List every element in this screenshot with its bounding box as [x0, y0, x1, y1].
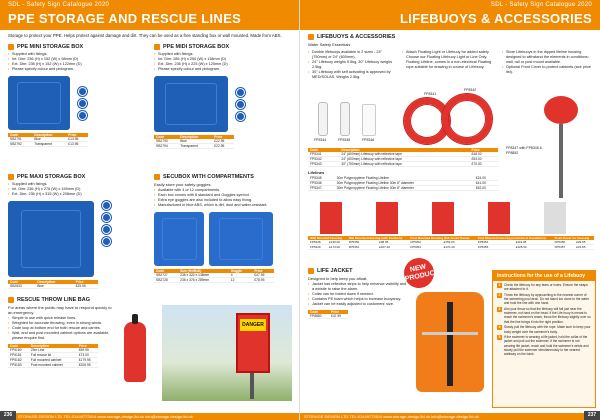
- throw-bag-section: [8, 297, 114, 368]
- page-number: 236: [0, 411, 16, 420]
- bullet: • Attach Floating Light or Lifebuoy for added safety. Choose our Floating Lifebuoy Light or Line Only. Floating Lifeline, comes in a non-electrical Floating rope suitable for drawing in course of Lifebuoy.: [402, 50, 498, 70]
- table-cell: £13.95: [66, 137, 88, 142]
- throw-bag-bullets: [8, 316, 114, 341]
- table-row: [8, 284, 98, 289]
- section-marker-icon: [154, 174, 160, 180]
- table-cell: £31.95: [574, 245, 594, 250]
- product-code-label: FP5345: [338, 138, 351, 142]
- product-code-label: FP8342: [464, 88, 477, 92]
- bullet: • Int. Dim: 285 (H) x 250 (W) x 118mm (D): [154, 57, 294, 62]
- table-header-cell: Code: [154, 135, 178, 139]
- table-cell: FP5343: [308, 162, 339, 167]
- mandatory-sign-icon: [78, 87, 87, 96]
- table-row: [308, 245, 594, 250]
- table-header-cell: Description: [32, 133, 66, 137]
- secubox-bullets: [154, 188, 294, 208]
- bullet: • Supplied with fixings.: [8, 182, 146, 187]
- bullet: • Supplied with fixings.: [8, 52, 146, 57]
- housing-price-table: [308, 236, 594, 250]
- housing-image: [376, 202, 398, 234]
- table-header-cell: Price: [252, 269, 274, 273]
- section-marker-icon: [8, 44, 14, 50]
- table-cell: £98.95: [377, 240, 408, 245]
- mini-box-section: [8, 44, 146, 147]
- post-image: [250, 373, 254, 399]
- bullet: • Extra eye goggles are also included to allow easy fixing.: [154, 198, 294, 203]
- bullet: • 24" Lifebuoy weighs 5.5kg, 30" Lifebuoy weighs 2.5kg.: [308, 60, 398, 70]
- table-header-cell: Description: [178, 135, 212, 139]
- bullet: • Ext. Dim: 236 (H) x 315 (W) x 208mm (D): [8, 192, 146, 197]
- table-header-cell: Code: [154, 269, 178, 273]
- mini-box-price-table: [8, 133, 88, 147]
- lifebuoys-bullets-3: [502, 50, 594, 80]
- right-page: [300, 0, 600, 420]
- table-cell: £25.95: [74, 284, 98, 289]
- table-cell: Blue: [178, 139, 212, 144]
- table-row: [154, 278, 274, 283]
- left-header-band: [0, 0, 299, 30]
- front-cover-image: [544, 202, 566, 234]
- table-cell: £13.95: [66, 142, 88, 147]
- table-row: [308, 186, 498, 191]
- section-marker-icon: [308, 34, 314, 40]
- bullet: • Ext. Dim: 236 (H) x 225 (W) x 125mm (D): [154, 62, 294, 67]
- table-header-cell: Front Cover for Housing: [553, 236, 594, 240]
- reflective-strip-image: [422, 332, 478, 335]
- table-cell: £22.95: [212, 144, 234, 149]
- instructions-panel: [492, 270, 596, 408]
- section-marker-icon: [308, 268, 314, 274]
- table-header-cell: Wall Mounted Housing: [308, 236, 347, 240]
- riverside-photo: [162, 305, 292, 401]
- table-cell: £119.95: [514, 240, 553, 245]
- lifeline-pack-image: [362, 104, 376, 136]
- table-cell: FP5345: [308, 176, 335, 181]
- table-cell: FP5183: [8, 363, 29, 368]
- buoy-light-image: [340, 102, 350, 136]
- table-cell: £107.20: [377, 245, 408, 250]
- mandatory-sign-icon: [102, 237, 111, 246]
- maxi-box-bullets: [8, 182, 146, 197]
- housing-image: [488, 202, 510, 234]
- bullet: • Please specify colour and pictogram.: [154, 67, 294, 72]
- left-footer: STORAGE DESIGN LTD TEL:01449772614 www.storage-design.ltd.uk info@storage-design.ltd.uk: [0, 413, 300, 420]
- table-cell: £41.00: [474, 181, 498, 186]
- table-cell: FP5347: [308, 186, 335, 191]
- instructions-heading: Instructions for the use of a Lifebuoy: [493, 271, 595, 281]
- table-cell: £179.95: [77, 358, 98, 363]
- table-header-cell: Code: [308, 310, 329, 314]
- lifebuoys-price-table: [308, 148, 498, 167]
- table-cell: £47.95: [252, 273, 274, 278]
- page-title: PPE STORAGE AND RESCUE LINES: [8, 11, 242, 26]
- table-cell: FP5342: [308, 157, 339, 162]
- table-cell: FP5180: [8, 348, 29, 353]
- life-jacket-section: [308, 268, 408, 319]
- table-header-cell: Code: [8, 280, 35, 284]
- table-cell: £70.00: [470, 162, 498, 167]
- table-cell: £78.95: [252, 278, 274, 283]
- table-cell: £73.00: [77, 353, 98, 358]
- new-product-badge: NEW PRODUCT: [401, 255, 437, 291]
- midi-box-heading: PPE MIDI STORAGE BOX: [163, 44, 230, 50]
- lifebuoys-heading: LIFEBUOYS & ACCESSORIES: [317, 34, 396, 40]
- throw-bag-price-table: [8, 344, 98, 368]
- table-header-cell: Post Mounted Housing (full mount frame): [408, 236, 475, 240]
- lifelines-label: Lifelines: [308, 170, 325, 175]
- table-header-cell: Price: [77, 344, 98, 348]
- table-row: [8, 363, 98, 368]
- table-cell: Blue: [32, 137, 66, 142]
- table-cell: FP5357: [553, 245, 575, 250]
- housing-image: [432, 202, 454, 234]
- table-cell: £48.00: [470, 152, 498, 157]
- buoy-light-image: [318, 102, 328, 136]
- mandatory-sign-icon: [236, 112, 245, 121]
- mandatory-sign-icon: [102, 225, 111, 234]
- page-number: 237: [584, 411, 600, 420]
- table-row: [154, 144, 234, 149]
- table-cell: FP5352: [408, 240, 441, 245]
- table-cell: 24" (600mm) Lifebuoy with reflective tape: [339, 157, 469, 162]
- bullet: • Ext. Dim: 236 (H) x 152 (W) x 122mm (D): [8, 62, 146, 67]
- bullet: • Code loop at bottom end for both rescue and carries.: [8, 326, 114, 331]
- table-header-cell: Price: [212, 135, 234, 139]
- mini-box-heading: PPE MINI STORAGE BOX: [17, 44, 84, 50]
- table-header-cell: Price: [74, 280, 98, 284]
- table-header-cell: Post Mounted Housing (concrete in foundation): [476, 236, 553, 240]
- section-marker-icon: [8, 297, 14, 303]
- table-cell: FP5349: [308, 245, 327, 250]
- table-cell: £159.00: [442, 240, 476, 245]
- table-cell: FP5341: [308, 152, 339, 157]
- table-cell: 30" (750mm) Lifebuoy with reflective tape: [339, 162, 469, 167]
- table-cell: £170.40: [442, 245, 476, 250]
- instruction-step: 2 Throw the lifebuoy by approaching to the nearest corner of the swimming pool deck. Do not stand too close to the water and hold the line with one hand.: [498, 292, 590, 306]
- table-cell: FP8880: [308, 314, 329, 319]
- catalogue-label: SDL - Safety Sign Catalogue 2020: [8, 2, 110, 8]
- table-cell: SB2833: [8, 284, 35, 289]
- catalogue-label: SDL - Safety Sign Catalogue 2020: [490, 2, 592, 8]
- housing-image: [320, 202, 342, 234]
- table-cell: 236 x 376 x 289mm: [178, 278, 229, 283]
- table-row: [308, 314, 348, 319]
- table-header-cell: Price: [470, 148, 498, 152]
- life-jacket-subtitle: Designed to help keep you afloat.: [308, 276, 368, 281]
- mandatory-sign-icon: [102, 213, 111, 222]
- life-jacket-bullets: [308, 282, 408, 307]
- product-code-label: FP8347 with FP8345 & FP8852: [506, 146, 542, 155]
- maxi-storage-box-image: [8, 201, 94, 277]
- bullet: • Int. Dim: 236 (H) x 152 (W) x 98mm (D): [8, 57, 146, 62]
- mandatory-sign-icon: [236, 88, 245, 97]
- table-cell: £22.95: [212, 139, 234, 144]
- table-cell: FP5350: [347, 240, 377, 245]
- table-cell: FP5348: [308, 240, 327, 245]
- lifelines-price-table: [308, 176, 498, 191]
- table-cell: Transparent: [32, 142, 66, 147]
- table-cell: SB2728: [154, 278, 178, 283]
- table-cell: 30m Polypropylene Floating Lifeline 30m 8" diameter: [335, 181, 474, 186]
- instruction-step: 5 If the swimmer is wearing a life jacket, hold the collar of the jacket and pull out the swimmer. If the swimmer is not wearing life jacket, reach and hold the swimmer's wrists and slowly pull the swimmer simultaneously to the nearest walkway on the bank.: [498, 335, 589, 357]
- secubox-large-image: [209, 212, 273, 266]
- secubox-small-image: [154, 212, 204, 266]
- table-cell: SB2792: [8, 142, 32, 147]
- table-header-cell: Rail Mounted Housing (with brackets): [347, 236, 409, 240]
- midi-box-section: [154, 44, 294, 149]
- secubox-subtitle: Easily store your safety goggles.: [154, 182, 212, 187]
- bullet: • Supplied with fixings.: [154, 52, 294, 57]
- bullet: • Available with 4 or 12 compartments.: [154, 188, 294, 193]
- table-cell: 30m Polypropylene Floating Lifeline 30m 8" diameter: [335, 186, 474, 191]
- bullet: • Optional Front Cover to protect cabinets (see price list).: [502, 65, 594, 75]
- throw-bag-image: [124, 322, 146, 382]
- midi-box-price-table: [154, 135, 234, 149]
- instruction-step: 1 Check the lifebuoy for any tears or holes. Ensure the straps are attached to it.: [498, 283, 588, 292]
- table-cell: 24" (600mm) Lifebuoy with reflective tape: [339, 152, 469, 157]
- midi-storage-box-image: [154, 76, 228, 132]
- instruction-step: 3 Aim your throw so that the lifebuoy will fall just near the swimmer, not hard on the head. If the Life buoy is meant to reach the swimmer's reach, throw the lifebuoy slightly over so that the line brings it into the right position.: [498, 306, 591, 324]
- danger-sign: DANGER: [240, 319, 266, 331]
- bullet: • Contains PE foam which helps to increase buoyancy.: [308, 297, 408, 302]
- right-header-band: [300, 0, 600, 30]
- bullet: • Double lifebuoys available in 2 sizes - 24" (750mm) or 24" (600mm).: [308, 50, 398, 60]
- maxi-box-heading: PPE MAXI STORAGE BOX: [17, 174, 86, 180]
- table-cell: £52.00: [474, 186, 498, 191]
- table-cell: FP5182: [8, 358, 29, 363]
- table-header-cell: Code: [308, 148, 339, 152]
- throw-bag-handle-image: [132, 314, 138, 324]
- table-cell: £47.95: [329, 314, 348, 319]
- product-code-label: FP5344: [314, 138, 327, 142]
- secubox-price-table: [154, 269, 274, 283]
- table-cell: FP5354: [476, 240, 514, 245]
- mandatory-sign-icon: [78, 99, 87, 108]
- table-header-cell: Goggle: [229, 269, 253, 273]
- table-cell: FP5353: [408, 245, 441, 250]
- table-cell: FP5355: [476, 245, 514, 250]
- section-marker-icon: [154, 44, 160, 50]
- mini-box-bullets: [8, 52, 146, 72]
- table-cell: £139.00: [327, 240, 347, 245]
- bullet: • Wall, and and post mounted cabinet options are available, please enquire first.: [8, 331, 114, 341]
- right-footer: STORAGE DESIGN LTD TEL:01449772614 www.storage-design.ltd.uk info@storage-design.ltd.uk: [300, 413, 600, 420]
- instruction-step: 4 Slowly pull the lifebuoy with the rope. Make sure to keep your body weight over the swimmer's body.: [498, 325, 591, 334]
- table-cell: 30m Polypropylene Floating Lifeline: [335, 176, 474, 181]
- lifebuoys-bullets-2: [402, 50, 498, 80]
- jacket-zip-image: [447, 302, 453, 386]
- throw-bag-heading: RESCUE THROW LINE BAG: [17, 297, 91, 303]
- table-cell: FP5181: [8, 353, 29, 358]
- table-header-cell: Price: [66, 133, 88, 137]
- table-header-cell: Description: [35, 280, 73, 284]
- mandatory-sign-icon: [102, 201, 111, 210]
- bullet: • Please specify colour and pictogram.: [8, 67, 146, 72]
- table-cell: £24.00: [474, 176, 498, 181]
- life-jacket-heading: LIFE JACKET: [317, 268, 353, 274]
- table-header-cell: Code: [8, 344, 29, 348]
- life-jacket-price-table: [308, 310, 348, 319]
- table-cell: SB2793: [154, 139, 178, 144]
- table-cell: SB2791: [8, 137, 32, 142]
- bullet: • Weighted for accurate throwing, even in strong winds.: [8, 321, 114, 326]
- bullet: • Simple to use with quick release lines.: [8, 316, 114, 321]
- table-cell: FP5356: [553, 240, 575, 245]
- table-cell: £174.00: [327, 245, 347, 250]
- page-title: LIFEBUOYS & ACCESSORIES: [399, 11, 592, 26]
- lifebuoys-section: [308, 34, 594, 80]
- lifebuoys-bullets-1: [308, 50, 398, 80]
- secubox-heading: SECUBOX WITH COMPARTMENTS: [163, 174, 254, 180]
- throw-bag-subtitle: For areas where the public may have to respond quickly to an emergency.: [8, 305, 112, 315]
- ring-on-stand-image: [544, 96, 578, 124]
- table-cell: £29.95: [574, 240, 594, 245]
- table-header-cell: Size (HxWxD): [178, 269, 229, 273]
- table-cell: 4: [229, 273, 253, 278]
- midi-box-bullets: [154, 52, 294, 72]
- life-jacket-image: [416, 292, 484, 392]
- table-header-cell: Code: [8, 133, 32, 137]
- bullet: • Store Lifebuoys in the dipped lifeline housing designed to withstand the elements in conditions: wall, rail or post mount available.: [502, 50, 594, 65]
- section-marker-icon: [8, 174, 14, 180]
- table-cell: £128.50: [514, 245, 553, 250]
- table-cell: 25m Line: [29, 348, 77, 353]
- bullet: • Manufactured in blue ABS, which is dirt, dust and water-resistant.: [154, 203, 294, 208]
- product-code-label: FP8341: [424, 92, 437, 96]
- stand-post-image: [559, 124, 563, 198]
- secubox-section: [154, 174, 294, 283]
- mandatory-sign-icon: [236, 100, 245, 109]
- table-cell: Blue: [35, 284, 73, 289]
- bullet: • Each box comes with 8 standard and Goggles symbol.: [154, 193, 294, 198]
- table-cell: FP5351: [347, 245, 377, 250]
- table-row: [308, 162, 498, 167]
- bullet: • Jacket can be easily adjusted to customers' size.: [308, 302, 408, 307]
- bullet: • Int. Dim: 236 (H) x 276 (W) x 159mm (D): [8, 187, 146, 192]
- table-cell: SB2727: [154, 273, 178, 278]
- bullet: • Collar can be folded down if needed.: [308, 292, 408, 297]
- table-cell: £59.95: [77, 348, 98, 353]
- mini-storage-box-image: [8, 76, 70, 130]
- maxi-box-price-table: [8, 280, 98, 289]
- table-cell: Full rescue kit: [29, 353, 77, 358]
- table-cell: £53.00: [470, 157, 498, 162]
- maxi-box-section: [8, 174, 146, 289]
- table-cell: FP5346: [308, 181, 335, 186]
- bullet: • Jacket has reflective strips to help enhance visibility and a whistle to raise the alarm.: [308, 282, 408, 292]
- table-cell: Transparent: [178, 144, 212, 149]
- table-header-cell: Description: [339, 148, 469, 152]
- table-row: [8, 142, 88, 147]
- table-cell: 12: [229, 278, 253, 283]
- bullet: • 30" Lifebuoy with self activating is approved by MED/SOLAS. Weighs 2.5kg.: [308, 70, 398, 80]
- table-header-cell: Price: [329, 310, 348, 314]
- table-row: [8, 358, 98, 363]
- instructions-list: [493, 281, 595, 360]
- lifebuoys-subtitle: Water Safety Essentials: [308, 42, 351, 47]
- table-cell: Full mounted cabinet: [29, 358, 77, 363]
- intro-text: Storage to protect your PPE. Helps protect against damage and dirt. They can be used as a free standing box or wall mounted. Made from ABS.: [8, 33, 282, 38]
- table-cell: £205.95: [77, 363, 98, 368]
- table-cell: Post mounted cabinet: [29, 363, 77, 368]
- table-cell: 236 x 320 x 138mm: [178, 273, 229, 278]
- lifebuoy-ring-image: [442, 94, 492, 144]
- product-code-label: FP5346: [362, 138, 375, 142]
- mandatory-sign-icon: [78, 111, 87, 120]
- table-header-cell: Description: [29, 344, 77, 348]
- table-cell: SB2794: [154, 144, 178, 149]
